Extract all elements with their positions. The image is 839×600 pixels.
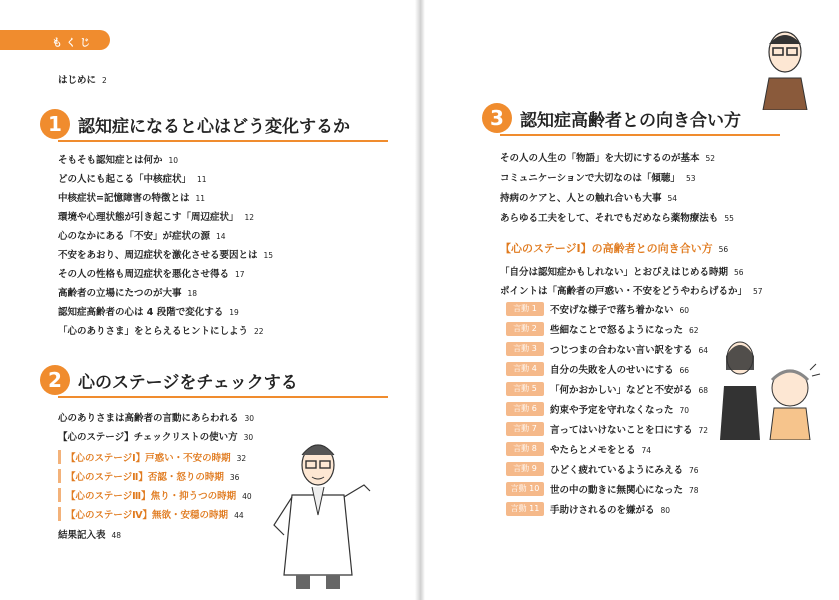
entry-label: 不安をあおり、周辺症状を激化させる要因とは — [58, 250, 258, 261]
stage-bar — [58, 507, 61, 521]
entry-page: 36 — [229, 473, 240, 482]
entry-label: つじつまの合わない言い訳をする — [550, 345, 693, 356]
behavior-badge: 言動 11 — [506, 502, 544, 516]
stage-bar — [58, 469, 61, 483]
entry-label: 持病のケアと、人との触れ合いも大事 — [500, 193, 662, 204]
entry-page: 12 — [244, 213, 255, 222]
entry-label: 「自分は認知症かもしれない」とおびえはじめる時期 — [500, 267, 729, 278]
toc-entry[interactable] — [500, 283, 763, 297]
behavior-badge: 言動 1 — [506, 302, 544, 316]
entry-page: 30 — [243, 433, 254, 442]
toc-entry[interactable] — [500, 150, 715, 164]
entry-page: 78 — [689, 486, 699, 495]
toc-entry[interactable] — [58, 228, 226, 242]
entry-label: 高齢者の立場にたつのが大事 — [58, 288, 182, 299]
toc-entry[interactable] — [58, 190, 205, 204]
entry-page: 2 — [102, 76, 107, 85]
entry-page: 74 — [641, 446, 652, 455]
entry-label: 「心のありさま」をとらえるヒントにしよう — [58, 326, 249, 337]
man-illustration — [755, 20, 815, 110]
toc-entry[interactable] — [58, 429, 253, 443]
entry-label: 【心のステージⅡ】否認・怒りの時期 — [66, 472, 224, 483]
section-title: 認知症高齢者との向き合い方 — [520, 110, 741, 131]
behavior-entry[interactable] — [550, 462, 699, 476]
behavior-badge: 言動 9 — [506, 462, 544, 476]
entry-page: 22 — [254, 327, 264, 336]
entry-page: 56 — [718, 245, 729, 254]
entry-page: 57 — [753, 287, 763, 296]
behavior-badge: 言動 7 — [506, 422, 544, 436]
entry-page: 18 — [187, 289, 198, 298]
behavior-entry[interactable] — [550, 322, 699, 336]
entry-page: 60 — [679, 306, 690, 315]
entry-label: 手助けされるのを嫌がる — [550, 505, 655, 516]
stage-entry[interactable] — [66, 507, 244, 521]
doctor-illustration — [268, 425, 378, 595]
section-number-badge: 2 — [40, 365, 70, 395]
section-title: 心のステージをチェックする — [78, 372, 298, 393]
behavior-badge: 言動 4 — [506, 362, 544, 376]
entry-label: 【心のステージⅠ】戸惑い・不安の時期 — [66, 453, 231, 464]
entry-page: 48 — [111, 531, 122, 540]
entry-label: 【心のステージⅣ】無欲・安穏の時期 — [66, 510, 229, 521]
entry-label: 認知症高齢者の心は 4 段階で変化する — [58, 307, 224, 318]
toc-entry[interactable] — [58, 285, 197, 299]
stage-entry[interactable] — [66, 469, 239, 483]
entry-page: 64 — [698, 346, 709, 355]
entry-page: 40 — [242, 492, 252, 501]
section-title: 認知症になると心はどう変化するか — [78, 116, 350, 137]
entry-label: 心のありさまは高齢者の言動にあらわれる — [58, 413, 239, 424]
behavior-badge: 言動 2 — [506, 322, 544, 336]
entry-label: 不安げな様子で落ち着かない — [550, 305, 674, 316]
section-underline — [58, 140, 388, 142]
entry-label: そもそも認知症とは何か — [58, 155, 163, 166]
entry-page: 11 — [195, 194, 206, 203]
result-table-entry[interactable] — [58, 527, 121, 541]
page-gutter — [415, 0, 425, 600]
toc-entry[interactable] — [58, 304, 239, 318]
entry-page: 56 — [734, 268, 744, 277]
entry-page: 15 — [263, 251, 274, 260]
section-underline — [500, 134, 780, 136]
entry-page: 62 — [689, 326, 699, 335]
stage-heading-entry[interactable] — [500, 240, 728, 256]
toc-entry[interactable] — [58, 323, 264, 337]
entry-label: 【心のステージⅢ】焦り・抑うつの時期 — [66, 491, 237, 502]
entry-page: 32 — [236, 454, 247, 463]
behavior-badge: 言動 5 — [506, 382, 544, 396]
entry-page: 53 — [685, 174, 696, 183]
behavior-entry[interactable] — [550, 402, 689, 416]
entry-page: 55 — [724, 214, 734, 223]
entry-label: 中核症状=記憶障害の特徴とは — [58, 193, 190, 204]
toc-entry[interactable] — [58, 152, 178, 166]
entry-page: 70 — [679, 406, 690, 415]
behavior-badge: 言動 10 — [506, 482, 544, 496]
entry-page: 10 — [168, 156, 179, 165]
entry-label: ポイントは「高齢者の戸惑い・不安をどうやわらげるか」 — [500, 286, 748, 297]
behavior-badge: 言動 3 — [506, 342, 544, 356]
entry-page: 54 — [667, 194, 678, 203]
entry-page: 19 — [229, 308, 239, 317]
entry-page: 72 — [698, 426, 709, 435]
entry-page: 11 — [197, 175, 207, 184]
section-1-heading[interactable] — [40, 106, 350, 142]
toc-entry[interactable] — [58, 266, 245, 280]
entry-label: あらゆる工夫をして、それでもだめなら薬物療法も — [500, 213, 719, 224]
caregiver-illustration — [712, 330, 822, 440]
entry-label: 心のなかにある「不安」が症状の源 — [58, 231, 211, 242]
intro-entry[interactable] — [58, 72, 107, 86]
section-number-badge: 3 — [482, 103, 512, 133]
behavior-entry[interactable] — [550, 382, 708, 396]
entry-label: 自分の失敗を人のせいにする — [550, 365, 674, 376]
behavior-badge: 言動 6 — [506, 402, 544, 416]
entry-label: どの人にも起こる「中核症状」 — [58, 174, 192, 185]
entry-label: ひどく疲れているようにみえる — [550, 465, 684, 476]
behavior-entry[interactable] — [550, 302, 689, 316]
section-number-badge: 1 — [40, 109, 70, 139]
entry-label: 【心のステージ】チェックリストの使い方 — [58, 432, 238, 443]
entry-label: 些細なことで怒るようになった — [550, 325, 684, 336]
entry-label: 「何かおかしい」などと不安がる — [550, 385, 693, 396]
entry-page: 52 — [705, 154, 716, 163]
stage-bar — [58, 450, 61, 464]
entry-page: 30 — [244, 414, 255, 423]
entry-label: コミュニケーションで大切なのは「傾聴」 — [500, 173, 680, 184]
toc-entry[interactable] — [58, 209, 254, 223]
entry-label: 約束や予定を守れなくなった — [550, 405, 674, 416]
entry-page: 14 — [216, 232, 226, 241]
entry-label: 環境や心理状態が引き起こす「周辺症状」 — [58, 212, 239, 223]
behavior-entry[interactable] — [550, 422, 708, 436]
entry-label: その人の性格も周辺症状を悪化させ得る — [58, 269, 230, 280]
entry-page: 44 — [234, 511, 244, 520]
entry-label: やたらとメモをとる — [550, 445, 636, 456]
behavior-entry[interactable] — [550, 482, 699, 496]
entry-page: 80 — [660, 506, 671, 515]
toc-entry[interactable] — [58, 247, 273, 261]
entry-page: 17 — [235, 270, 245, 279]
entry-page: 66 — [679, 366, 690, 375]
stage-entry[interactable] — [66, 450, 246, 464]
entry-label: その人の人生の「物語」を大切にするのが基本 — [500, 153, 700, 164]
entry-label: はじめに — [58, 75, 97, 86]
section-2-heading[interactable] — [40, 362, 298, 398]
entry-label: 結果記入表 — [58, 530, 106, 541]
toc-entry[interactable] — [58, 171, 207, 185]
stage-bar — [58, 488, 61, 502]
behavior-entry[interactable] — [550, 362, 689, 376]
behavior-badge: 言動 8 — [506, 442, 544, 456]
entry-label: 世の中の動きに無関心になった — [550, 485, 684, 496]
toc-entry[interactable] — [58, 410, 254, 424]
contents-tab: もくじ — [0, 30, 110, 50]
entry-label: 【心のステージⅠ】の高齢者との向き合い方 — [500, 242, 713, 255]
entry-page: 68 — [698, 386, 709, 395]
section-underline — [58, 396, 388, 398]
toc-entry[interactable] — [500, 190, 677, 204]
stage-entry[interactable] — [66, 488, 252, 502]
entry-page: 76 — [689, 466, 699, 475]
section-3-heading[interactable] — [482, 100, 741, 136]
behavior-entry[interactable] — [550, 502, 670, 516]
toc-entry[interactable] — [500, 264, 744, 278]
toc-entry[interactable] — [500, 170, 695, 184]
behavior-entry[interactable] — [550, 342, 708, 356]
entry-label: 言ってはいけないことを口にする — [550, 425, 693, 436]
toc-entry[interactable] — [500, 210, 734, 224]
behavior-entry[interactable] — [550, 442, 651, 456]
